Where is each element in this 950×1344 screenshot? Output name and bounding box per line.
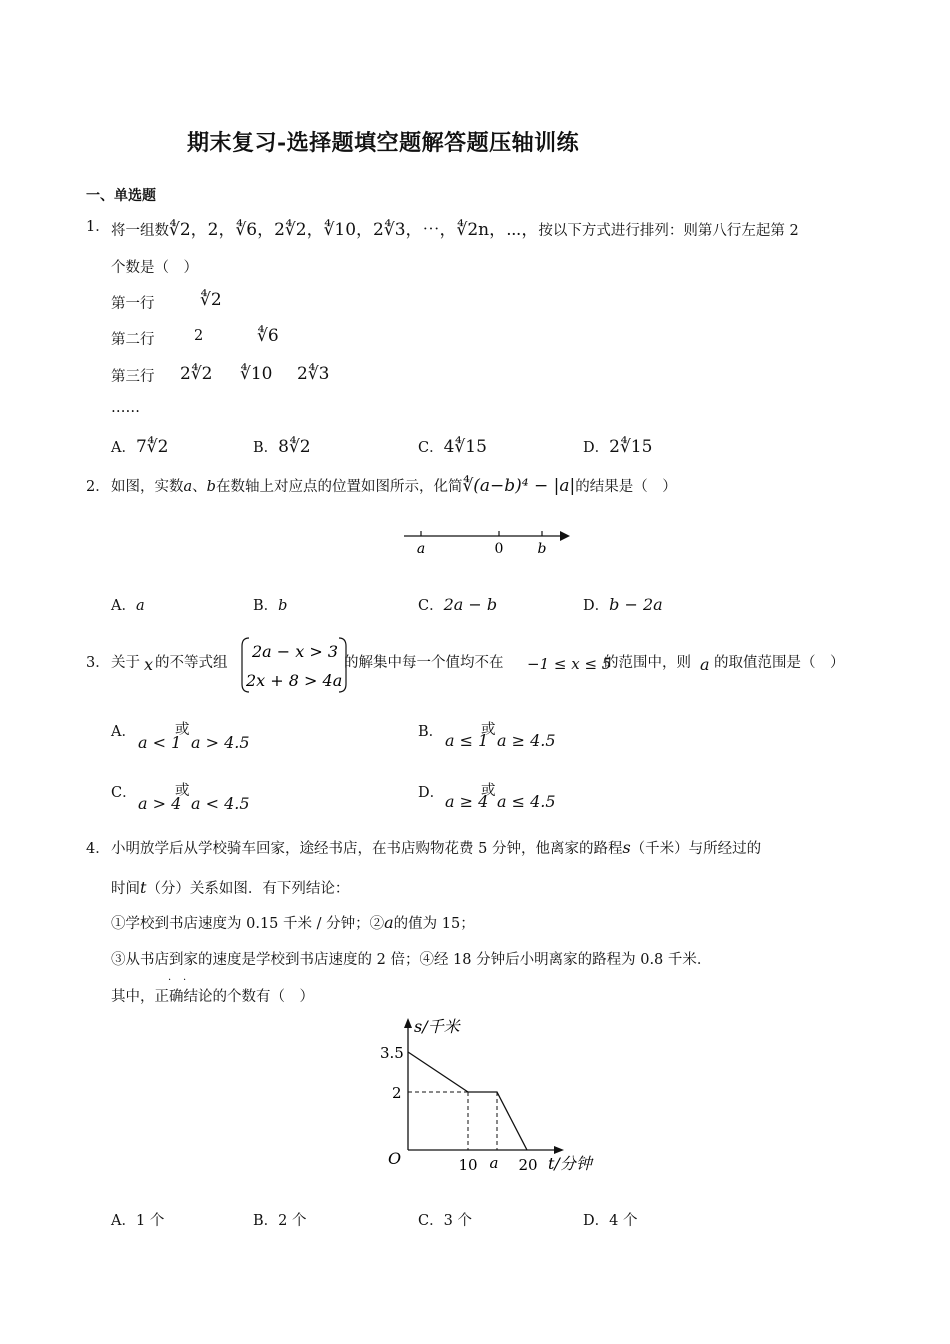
page-title: 期末复习-选择题填空题解答题压轴训练 bbox=[187, 130, 580, 156]
q4-option-c-letter: C． bbox=[418, 1213, 444, 1229]
y-tick-3-5: 3.5 bbox=[380, 1044, 404, 1062]
q3-option-d-right: a ≤ 4.5 bbox=[497, 792, 556, 811]
axis-label-a: a bbox=[416, 541, 426, 557]
q1-option-a-value: 7∜2 bbox=[135, 437, 169, 457]
q1-row-1-item-1: ∜2 bbox=[200, 290, 222, 310]
q3-option-d-or: 或 bbox=[481, 783, 496, 799]
q1-row-2-item-1: 2 bbox=[194, 328, 204, 344]
q4-option-b-letter: B． bbox=[253, 1213, 279, 1229]
q4-number: 4． bbox=[86, 841, 110, 857]
q1-row-3-label: 第三行 bbox=[111, 369, 155, 385]
q4-line-3b: 的值为 15； bbox=[393, 916, 475, 932]
q3-stem-c: 的解集中每一个值均不在 bbox=[344, 655, 504, 671]
q2-option-d-letter: D． bbox=[583, 598, 610, 614]
q1-option-c-letter: C． bbox=[418, 440, 444, 456]
q4-option-d-letter: D． bbox=[583, 1213, 610, 1229]
q2-option-b-letter: B． bbox=[253, 598, 279, 614]
q4-option-a-letter: A． bbox=[111, 1213, 136, 1229]
q1-option-b-letter: B． bbox=[253, 440, 279, 456]
q2-stem bbox=[111, 475, 677, 496]
q3-number: 3． bbox=[86, 655, 110, 671]
q1-option-d-value: 2∜15 bbox=[609, 437, 653, 457]
q2-option-b[interactable] bbox=[253, 594, 287, 615]
q2-option-c-letter: C． bbox=[418, 598, 444, 614]
q2-sep: 、 bbox=[192, 479, 207, 495]
q1-stem-a: 将一组数 bbox=[111, 223, 169, 239]
axis-label-zero: 0 bbox=[494, 541, 504, 557]
q3-option-c-right: a < 4.5 bbox=[191, 794, 250, 813]
x-axis-arrow bbox=[554, 1146, 564, 1154]
q1-stem-b: 按以下方式进行排列：则第八行左起第 2 bbox=[538, 223, 799, 239]
q1-option-a-letter: A． bbox=[111, 440, 136, 456]
inequality-2: 2x + 8 > 4a bbox=[246, 671, 343, 690]
q2-number: 2． bbox=[86, 479, 110, 495]
q1-option-d-letter: D． bbox=[583, 440, 610, 456]
q4-line-2b: （分）关系如图．有下列结论： bbox=[146, 881, 350, 897]
q3-option-c-letter: C． bbox=[111, 785, 137, 801]
q3-inequality-system bbox=[240, 636, 348, 694]
q1-row-3-item-1: 2∜2 bbox=[180, 364, 213, 384]
q2-var-b: b bbox=[206, 479, 216, 495]
q3-option-a-letter: A． bbox=[111, 724, 136, 740]
q3-option-c-left: a > 4 bbox=[138, 794, 182, 813]
q4-line-1a: 小明放学后从学校骑车回家，途经书店，在书店购物花费 5 分钟，他离家的路程 bbox=[111, 841, 623, 857]
q2-option-a-letter: A． bbox=[111, 598, 136, 614]
q1-option-c[interactable] bbox=[418, 436, 487, 457]
q3-stem-a: 关于 bbox=[111, 655, 140, 671]
q4-line-2a: 时间 bbox=[111, 881, 140, 897]
inequality-1: 2a − x > 3 bbox=[252, 642, 339, 661]
q3-var-x: x bbox=[144, 655, 154, 674]
q1-stem-line1 bbox=[111, 215, 799, 240]
q2-expression: ∜(a−b)⁴ − |a| bbox=[462, 476, 576, 496]
q3-option-a-left: a < 1 bbox=[138, 733, 182, 752]
q4-distance-time-graph bbox=[370, 1012, 610, 1180]
q3-option-b-or: 或 bbox=[481, 722, 496, 738]
q2-option-c-value: 2a − b bbox=[443, 595, 498, 614]
x-axis-label: t/分钟 bbox=[548, 1154, 592, 1173]
q4-line-4: ③从书店到家的速度是学校到书店速度的 2 倍；④经 18 分钟后小明离家的路程为 0.8 千米． bbox=[111, 952, 712, 968]
axis-label-b: b bbox=[537, 541, 547, 557]
q4-var-s: s bbox=[622, 838, 631, 857]
q4-option-d-value: 4 个 bbox=[609, 1213, 638, 1229]
q2-option-b-value: b bbox=[278, 598, 288, 614]
q3-option-c-or: 或 bbox=[175, 783, 190, 799]
emphasis-dot: · bbox=[168, 975, 172, 986]
q1-ellipsis: …… bbox=[111, 400, 140, 416]
q3-option-d-left: a ≥ 4 bbox=[445, 792, 489, 811]
q3-var-a: a bbox=[700, 655, 710, 674]
q4-option-a[interactable] bbox=[111, 1209, 164, 1230]
q1-stem-line2: 个数是（ ） bbox=[111, 260, 198, 276]
q3-stem-e: 的取值范围是（ ） bbox=[714, 655, 845, 671]
q3-option-b-letter: B． bbox=[418, 724, 444, 740]
x-tick-a: a bbox=[489, 1154, 499, 1172]
q1-row-2-label: 第二行 bbox=[111, 332, 155, 348]
number-line-arrow bbox=[560, 531, 570, 541]
q1-row-3-item-3: 2∜3 bbox=[297, 364, 330, 384]
section-heading: 一、单选题 bbox=[86, 188, 156, 204]
q4-var-a: a bbox=[384, 913, 394, 932]
q1-option-b-value: 8∜2 bbox=[278, 437, 311, 457]
q1-row-2-item-2: ∜6 bbox=[257, 326, 279, 346]
y-axis-label: s/千米 bbox=[414, 1017, 460, 1036]
y-tick-2: 2 bbox=[392, 1084, 402, 1102]
q3-option-b-left: a ≤ 1 bbox=[445, 731, 489, 750]
q4-option-b-value: 2 个 bbox=[278, 1213, 307, 1229]
q3-stem-b: 的不等式组 bbox=[155, 655, 228, 671]
q4-var-t: t bbox=[140, 878, 147, 897]
q1-option-c-value: 4∜15 bbox=[443, 437, 487, 457]
q2-option-d[interactable] bbox=[583, 594, 663, 615]
emphasis-dot: · bbox=[183, 975, 187, 986]
q3-option-a-or: 或 bbox=[175, 722, 190, 738]
q2-stem-a: 如图，实数 bbox=[111, 479, 184, 495]
q3-range: −1 ≤ x ≤ 5 bbox=[527, 655, 612, 673]
q1-option-d[interactable] bbox=[583, 436, 652, 457]
q3-option-d-letter: D． bbox=[418, 785, 445, 801]
q1-number: 1． bbox=[86, 219, 110, 235]
q3-option-b-right: a ≥ 4.5 bbox=[497, 731, 556, 750]
q4-line-3 bbox=[111, 912, 475, 933]
q4-option-a-value: 1 个 bbox=[135, 1213, 165, 1229]
q4-option-c[interactable] bbox=[418, 1209, 472, 1230]
q4-line-1b: （千米）与所经过的 bbox=[630, 841, 762, 857]
q4-option-b[interactable] bbox=[253, 1209, 307, 1230]
q3-option-a-right: a > 4.5 bbox=[191, 733, 250, 752]
q2-option-c[interactable] bbox=[418, 594, 497, 615]
q1-sequence: ∜2，2，∜6，2∜2，∜10，2∜3，⋯，∜2n，⋯， bbox=[169, 220, 539, 240]
q1-row-1-label: 第一行 bbox=[111, 296, 155, 312]
q1-row-3-item-2: ∜10 bbox=[240, 364, 273, 384]
q2-stem-b: 在数轴上对应点的位置如图所示，化简 bbox=[215, 479, 463, 495]
q2-number-line bbox=[398, 524, 578, 560]
q4-option-d[interactable] bbox=[583, 1209, 637, 1230]
q2-option-d-value: b − 2a bbox=[609, 595, 663, 614]
y-axis-arrow bbox=[404, 1018, 412, 1028]
q2-option-a-value: a bbox=[135, 598, 145, 614]
q2-var-a: a bbox=[183, 479, 193, 495]
q4-option-c-value: 3 个 bbox=[443, 1213, 472, 1229]
x-tick-10: 10 bbox=[458, 1156, 478, 1174]
q2-stem-c: 的结果是（ ） bbox=[575, 479, 677, 495]
q4-line-5: 其中，正确结论的个数有（ ） bbox=[111, 989, 314, 1005]
q3-stem-d: 的范围中，则 bbox=[604, 655, 691, 671]
q4-line-2 bbox=[111, 877, 349, 898]
q1-option-b[interactable] bbox=[253, 436, 311, 457]
origin-label: O bbox=[388, 1149, 402, 1168]
q2-option-a[interactable] bbox=[111, 594, 145, 615]
q1-option-a[interactable] bbox=[111, 436, 168, 457]
q4-line-1 bbox=[111, 837, 761, 858]
q4-line-3a: ①学校到书店速度为 0.15 千米 / 分钟；② bbox=[111, 916, 385, 932]
x-tick-20: 20 bbox=[518, 1156, 538, 1174]
